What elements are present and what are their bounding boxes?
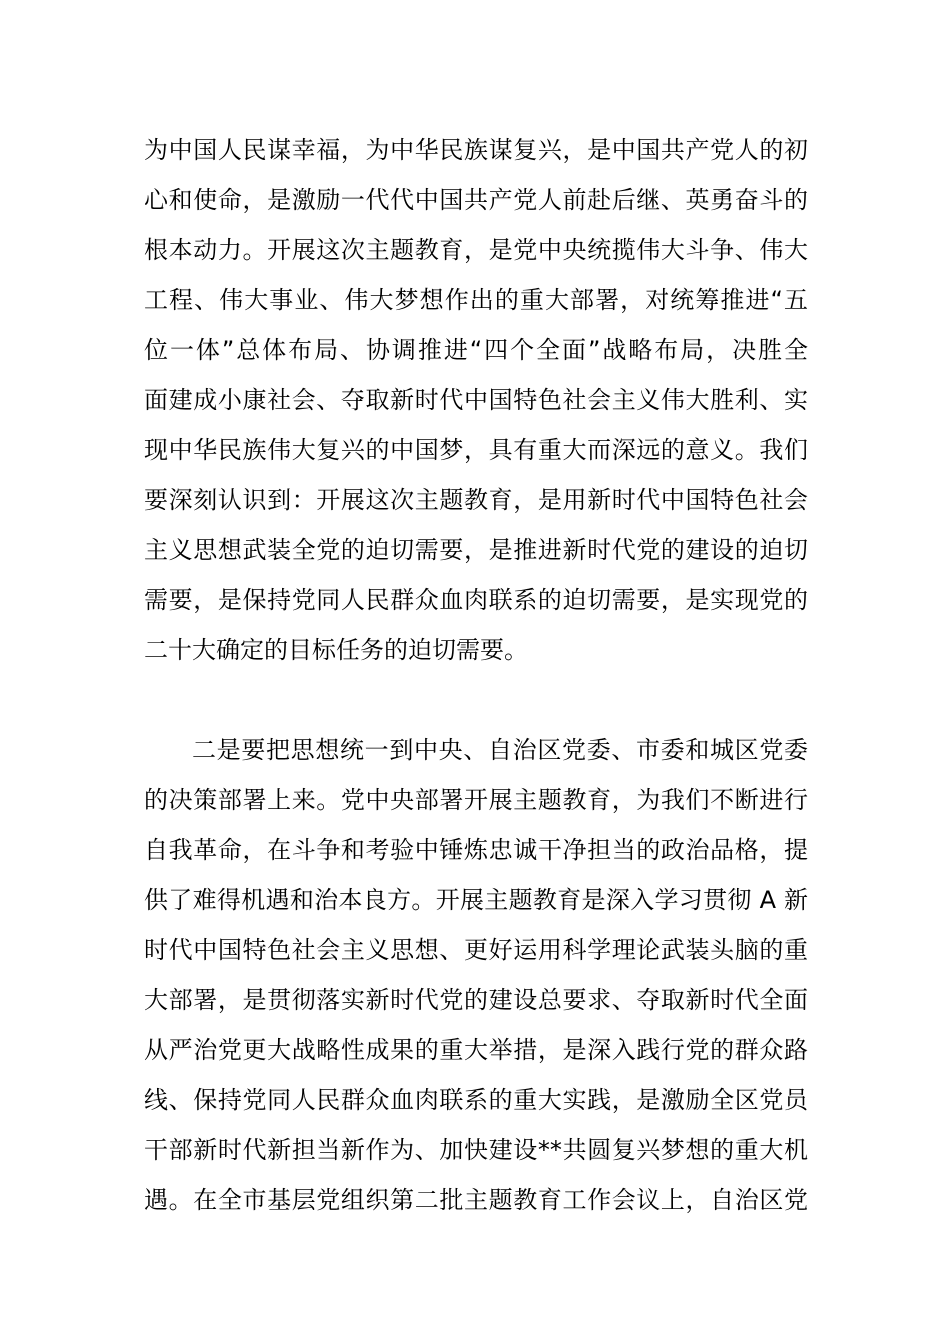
text-line: 自我革命，在斗争和考验中锤炼忠诚干净担当的政治品格，提 xyxy=(144,836,808,864)
text-line: 为中国人民谋幸福，为中华民族谋复兴，是中国共产党人的初 xyxy=(144,136,808,164)
text-line: 遇。在全市基层党组织第二批主题教育工作会议上，自治区党 xyxy=(144,1186,808,1214)
text-line: 面建成小康社会、夺取新时代中国特色社会主义伟大胜利、实 xyxy=(144,386,808,414)
text-line: 根本动力。开展这次主题教育，是党中央统揽伟大斗争、伟大 xyxy=(144,236,808,264)
text-line: 二十大确定的目标任务的迫切需要。 xyxy=(144,636,528,664)
text-line: 从严治党更大战略性成果的重大举措，是深入践行党的群众路 xyxy=(144,1036,808,1064)
text-line: 时代中国特色社会主义思想、更好运用科学理论武装头脑的重 xyxy=(144,936,808,964)
text-line: 位一体”总体布局、协调推进“四个全面”战略布局，决胜全 xyxy=(144,336,808,364)
text-line: 需要，是保持党同人民群众血肉联系的迫切需要，是实现党的 xyxy=(144,586,808,614)
text-line: 供了难得机遇和治本良方。开展主题教育是深入学习贯彻 A 新 xyxy=(144,886,808,914)
text-line: 要深刻认识到：开展这次主题教育，是用新时代中国特色社会 xyxy=(144,486,808,514)
text-line: 工程、伟大事业、伟大梦想作出的重大部署，对统筹推进“五 xyxy=(144,286,808,314)
text-line: 主义思想武装全党的迫切需要，是推进新时代党的建设的迫切 xyxy=(144,536,808,564)
text-line: 心和使命，是激励一代代中国共产党人前赴后继、英勇奋斗的 xyxy=(144,186,808,214)
text-line: 大部署，是贯彻落实新时代党的建设总要求、夺取新时代全面 xyxy=(144,986,808,1014)
text-line: 现中华民族伟大复兴的中国梦，具有重大而深远的意义。我们 xyxy=(144,436,808,464)
text-line: 干部新时代新担当新作为、加快建设**共圆复兴梦想的重大机 xyxy=(144,1136,808,1164)
text-line: 二是要把思想统一到中央、自治区党委、市委和城区党委 xyxy=(192,736,808,764)
text-line: 线、保持党同人民群众血肉联系的重大实践，是激励全区党员 xyxy=(144,1086,808,1114)
text-line: 的决策部署上来。党中央部署开展主题教育，为我们不断进行 xyxy=(144,786,808,814)
